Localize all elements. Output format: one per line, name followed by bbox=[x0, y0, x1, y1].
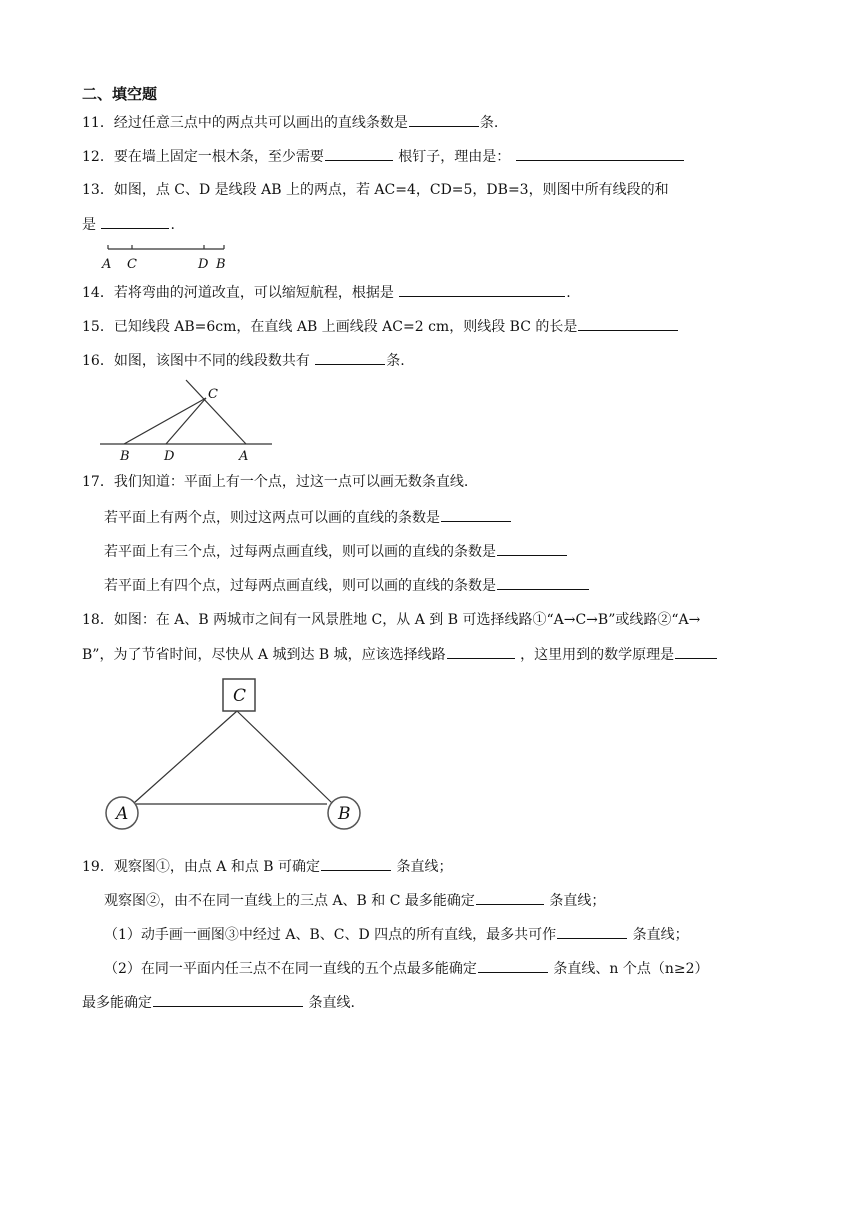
city-label-b: B bbox=[338, 804, 351, 824]
q19-line5-b: 条直线. bbox=[308, 995, 355, 1011]
question-15 bbox=[82, 316, 679, 337]
q17-line2-text: 若平面上有两个点，则过这两点可以画的直线的条数是 bbox=[104, 510, 440, 526]
question-17-line-1: 17．我们知道：平面上有一个点，过这一点可以画无数条直线. bbox=[82, 474, 469, 490]
q19-line3-b: 条直线； bbox=[632, 927, 689, 943]
segment-dc bbox=[166, 398, 206, 444]
city-label-a: A bbox=[116, 804, 129, 824]
question-12 bbox=[82, 146, 685, 167]
q17-line4-text: 若平面上有四个点，过每两点画直线，则可以画的直线的条数是 bbox=[104, 578, 496, 594]
segment-bc bbox=[124, 398, 206, 444]
q16-triangle-figure bbox=[100, 378, 275, 464]
q17-answer-blank-2[interactable] bbox=[497, 541, 567, 556]
point-label-a: A bbox=[239, 449, 249, 464]
q17-line3-text: 若平面上有三个点，过每两点画直线，则可以画的直线的条数是 bbox=[104, 544, 496, 560]
point-label-a: A bbox=[102, 257, 112, 272]
q19-answer-blank-5[interactable] bbox=[153, 992, 303, 1007]
q19-line4-b: 条直线、n 个点（n≥2） bbox=[553, 961, 709, 977]
q14-answer-blank[interactable] bbox=[399, 282, 565, 297]
q19-answer-blank-2[interactable] bbox=[476, 890, 544, 905]
q19-line5-a: 最多能确定 bbox=[82, 995, 152, 1011]
question-19-line-4 bbox=[104, 958, 708, 979]
question-17-line-4 bbox=[104, 575, 590, 596]
question-16 bbox=[82, 350, 405, 371]
question-19-line-2 bbox=[104, 890, 605, 911]
question-13-line-2 bbox=[82, 214, 175, 235]
q19-line2-a: 观察图②，由不在同一直线上的三点 A、B 和 C 最多能确定 bbox=[104, 893, 475, 909]
q16-tail: 条. bbox=[386, 353, 405, 369]
point-label-b: B bbox=[120, 449, 130, 464]
q18-line2-a: B”，为了节省时间，尽快从 A 城到达 B 城，应该选择线路 bbox=[82, 647, 446, 663]
point-label-d: D bbox=[164, 449, 175, 464]
q19-answer-blank-4[interactable] bbox=[478, 958, 548, 973]
question-19-line-3 bbox=[104, 924, 689, 945]
q12-text: 12．要在墙上固定一根木条，至少需要 bbox=[82, 149, 324, 165]
q13-prefix: 是 bbox=[82, 217, 96, 233]
question-14 bbox=[82, 282, 571, 303]
q19-answer-blank-3[interactable] bbox=[557, 924, 627, 939]
q19-answer-blank-1[interactable] bbox=[321, 856, 391, 871]
q13-tail: . bbox=[170, 217, 175, 233]
question-17-line-3 bbox=[104, 541, 568, 562]
q13-segment-figure bbox=[98, 240, 238, 272]
q19-line1-a: 19．观察图①，由点 A 和点 B 可确定 bbox=[82, 859, 321, 875]
point-label-b: B bbox=[216, 257, 226, 272]
point-label-c: C bbox=[127, 257, 137, 272]
q13-answer-blank[interactable] bbox=[101, 214, 169, 229]
road-c-a bbox=[134, 711, 237, 803]
q16-text: 16．如图，该图中不同的线段数共有 bbox=[82, 353, 310, 369]
section-title: 二、填空题 bbox=[82, 85, 158, 103]
city-label-c: C bbox=[233, 686, 247, 706]
q16-answer-blank[interactable] bbox=[315, 350, 385, 365]
q12-answer-blank-1[interactable] bbox=[325, 146, 393, 161]
q12-answer-blank-2[interactable] bbox=[516, 146, 684, 161]
question-17-line-2 bbox=[104, 507, 512, 528]
q17-answer-blank-1[interactable] bbox=[441, 507, 511, 522]
q19-line1-b: 条直线； bbox=[396, 859, 453, 875]
q11-text: 11．经过任意三点中的两点共可以画出的直线条数是 bbox=[82, 115, 408, 131]
q18-line2-b: ，这里用到的数学原理是 bbox=[520, 647, 675, 663]
q14-text: 14．若将弯曲的河道改直，可以缩短航程，根据是 bbox=[82, 285, 394, 301]
question-18-line-1: 18．如图：在 A、B 两城市之间有一风景胜地 C，从 A 到 B 可选择线路①“A→C→B”或线路②“A→ bbox=[82, 612, 701, 628]
q12-mid: 根钉子，理由是： bbox=[398, 149, 511, 165]
q18-route-figure bbox=[100, 676, 370, 836]
point-label-d: D bbox=[198, 257, 209, 272]
q14-tail: . bbox=[566, 285, 571, 301]
q15-answer-blank[interactable] bbox=[578, 316, 678, 331]
q19-line4-a: （2）在同一平面内任三点不在同一直线的五个点最多能确定 bbox=[104, 961, 477, 977]
point-label-c: C bbox=[208, 387, 218, 402]
q17-answer-blank-3[interactable] bbox=[497, 575, 589, 590]
q19-line3-a: （1）动手画一画图③中经过 A、B、C、D 四点的所有直线，最多共可作 bbox=[104, 927, 557, 943]
question-13-line-1: 13．如图，点 C、D 是线段 AB 上的两点，若 AC=4，CD=5，DB=3，则图中所有线段的和 bbox=[82, 182, 669, 198]
q18-answer-blank-1[interactable] bbox=[447, 644, 515, 659]
q15-text: 15．已知线段 AB=6cm，在直线 AB 上画线段 AC=2 cm，则线段 BC 的长是 bbox=[82, 319, 578, 335]
q18-answer-blank-2[interactable] bbox=[675, 644, 717, 659]
road-c-b bbox=[237, 711, 332, 803]
question-19-line-1 bbox=[82, 856, 452, 877]
question-18-line-2 bbox=[82, 644, 718, 665]
q11-tail: 条. bbox=[479, 115, 499, 131]
q11-answer-blank[interactable] bbox=[409, 112, 479, 127]
question-11 bbox=[82, 112, 498, 133]
question-19-line-5 bbox=[82, 992, 355, 1013]
q19-line2-b: 条直线； bbox=[549, 893, 606, 909]
